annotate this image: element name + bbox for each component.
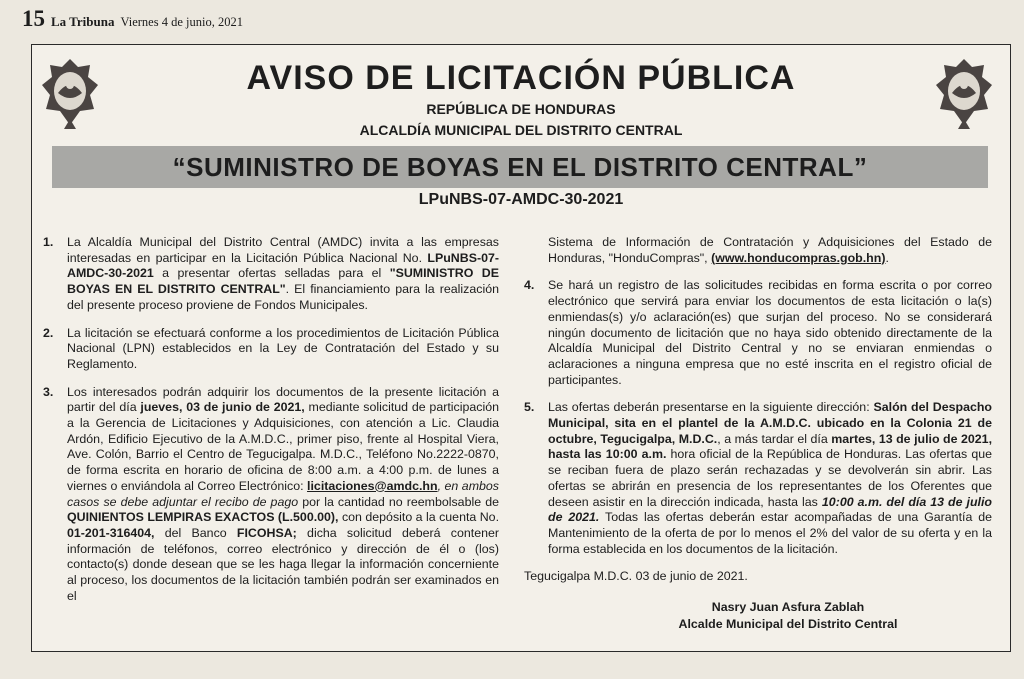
clause-text xyxy=(548,400,992,557)
clause-3 xyxy=(43,385,499,605)
clause-number: 2. xyxy=(43,325,54,340)
start-date: jueves, 03 de junio de 2021, xyxy=(140,400,305,415)
notice-title: AVISO DE LICITACIÓN PÚBLICA xyxy=(246,59,796,97)
tender-code: LPuNBS-07-AMDC-30-2021 xyxy=(418,191,624,208)
newspaper-name: La Tribuna xyxy=(51,14,115,29)
text-run: mediante solicitud de participación a la Gerencia de Licitaciones y Adquisiciones, con atención a Lic. Claudia Ardón, Edificio Ejecutivo de la A.M.D.C., primer piso, frente al Hospital Viera, Ave. Colón, Barrio el Centro de Tegucigalpa. M.D.C., Teléfono No.2222-0870, de forma escrita en horario de oficina de 8:00 a.m. a 4:00 p.m. de lunes a viernes o enviándola al Correo Electrónico: xyxy=(67,400,499,493)
country-heading: REPÚBLICA DE HONDURAS xyxy=(426,101,616,117)
clause-text xyxy=(67,385,499,605)
opening-time: 10:00 a.m. del día 13 de julio de 2021. xyxy=(548,494,992,525)
text-run: del Banco xyxy=(154,525,237,540)
masthead xyxy=(22,6,243,38)
deadline: martes, 13 de julio de 2021, hasta las 10:00 a.m. xyxy=(548,431,993,462)
text-run: a presentar ofertas selladas para el xyxy=(153,266,390,281)
signer-title: Alcalde Municipal del Distrito Central xyxy=(678,617,898,632)
clause-number: 5. xyxy=(524,400,535,415)
clause-5 xyxy=(524,400,992,557)
text-run: , en ambos casos se debe adjuntar el recibo de pago xyxy=(67,478,499,509)
subject-banner xyxy=(52,146,988,188)
right-column xyxy=(524,235,992,633)
text-run: dicha solicitud deberá contener información de teléfonos, correo electrónico y dirección de él o (los) contacto(s) donde desean que se les haga llegar la información concerniente al proceso, los documentos de la licitación también podrán ser examinados en el xyxy=(67,525,499,603)
email-link[interactable]: licitaciones@amdc.hn xyxy=(307,478,438,493)
text-run: La Alcaldía Municipal del Distrito Central (AMDC) invita a las empresas interesadas en participar en la Licitación Pública Nacional No. xyxy=(67,235,499,265)
text-run: con depósito a la cuenta No. xyxy=(338,510,500,525)
text-run: Los interesados podrán adquirir los documentos de la presente licitación a partir del día xyxy=(67,384,499,415)
clause-number: 3. xyxy=(43,384,54,399)
tender-code-inline: LPuNBS-07-AMDC-30-2021 xyxy=(67,250,499,281)
clause-number: 4. xyxy=(524,278,535,293)
clause-text: Se hará un registro de las solicitudes recibidas en forma escrita o por correo electrónico que servirá para enviar los documentos de esta licitación o la(s) enmiendas(s) y/o aclaración(es) que surjan del proceso. No se considerará ningún documento de licitación que no haya sido obtenido directamente de la Alcaldía Municipal del Distrito Central y no se enviaran enmiendas o aclaraciones a ninguna empresa que no esté inscrita en el registro oficial de participantes. xyxy=(548,278,992,387)
clause-text: La licitación se efectuará conforme a los procedimientos de Licitación Pública Nacional (LPN) establecidos en la Ley de Contratación del Estado y su Reglamento. xyxy=(67,325,499,371)
text-run: hora oficial de la República de Honduras. Las ofertas que se reciban fuera de plazo serán rechazadas y se devolverán sin abrir. Las ofertas se abrirán en presencia de los representantes de los Oferentes que deseen asistir en la dirección indicada, hasta las xyxy=(548,447,992,509)
subject-title: “SUMINISTRO DE BOYAS EN EL DISTRITO CENTRAL” xyxy=(172,151,868,182)
subject-inline: "SUMINISTRO DE BOYAS EN EL DISTRITO CENTRAL" xyxy=(67,266,499,297)
text-run: . xyxy=(885,250,889,265)
clause-number: 1. xyxy=(43,235,54,249)
place-date: Tegucigalpa M.D.C. 03 de junio de 2021. xyxy=(524,569,748,584)
text-run: , a más tardar el día xyxy=(717,431,832,446)
account-number: 01-201-316404, xyxy=(67,525,155,540)
entity-heading: ALCALDÍA MUNICIPAL DEL DISTRITO CENTRAL xyxy=(359,122,683,138)
tender-notice xyxy=(31,44,1011,652)
clause-text xyxy=(67,235,499,314)
issue-date: Viernes 4 de junio, 2021 xyxy=(120,15,243,29)
signature-block xyxy=(524,599,992,633)
honducompras-link[interactable]: (www.honducompras.gob.hn) xyxy=(711,250,886,265)
clause-2 xyxy=(43,326,499,373)
signer-name: Nasry Juan Asfura Zablah xyxy=(711,600,865,615)
clause-4 xyxy=(524,278,992,388)
bank-name: FICOHSA; xyxy=(236,525,297,540)
left-column xyxy=(43,235,499,616)
text-run: por la cantidad no reembolsable de xyxy=(298,494,499,509)
page-number: 15 xyxy=(22,6,45,31)
submission-address: Salón del Despacho Municipal, sita en el plantel de la A.M.D.C. ubicado en la Colonia 21 de octubre, Tegucigalpa, M.D.C. xyxy=(548,400,992,446)
text-run: Las ofertas deberán presentarse en la siguiente dirección: xyxy=(548,400,874,415)
fee-amount: QUINIENTOS LEMPIRAS EXACTOS (L.500.00), xyxy=(67,510,339,525)
clause-1 xyxy=(43,235,499,314)
text-run: . El financiamiento para la realización del presente proceso proviene de Fondos Municipales. xyxy=(67,282,499,312)
text-run: Sistema de Información de Contratación y Adquisiciones del Estado de Honduras, "HonduCompras", xyxy=(548,235,992,265)
clause-3-continued xyxy=(548,235,992,266)
text-run: Todas las ofertas deberán estar acompañadas de una Garantía de Mantenimiento de la oferta de por lo menos el 2% del valor de su oferta y en la forma establecida en los documentos de la licitación. xyxy=(548,510,992,556)
